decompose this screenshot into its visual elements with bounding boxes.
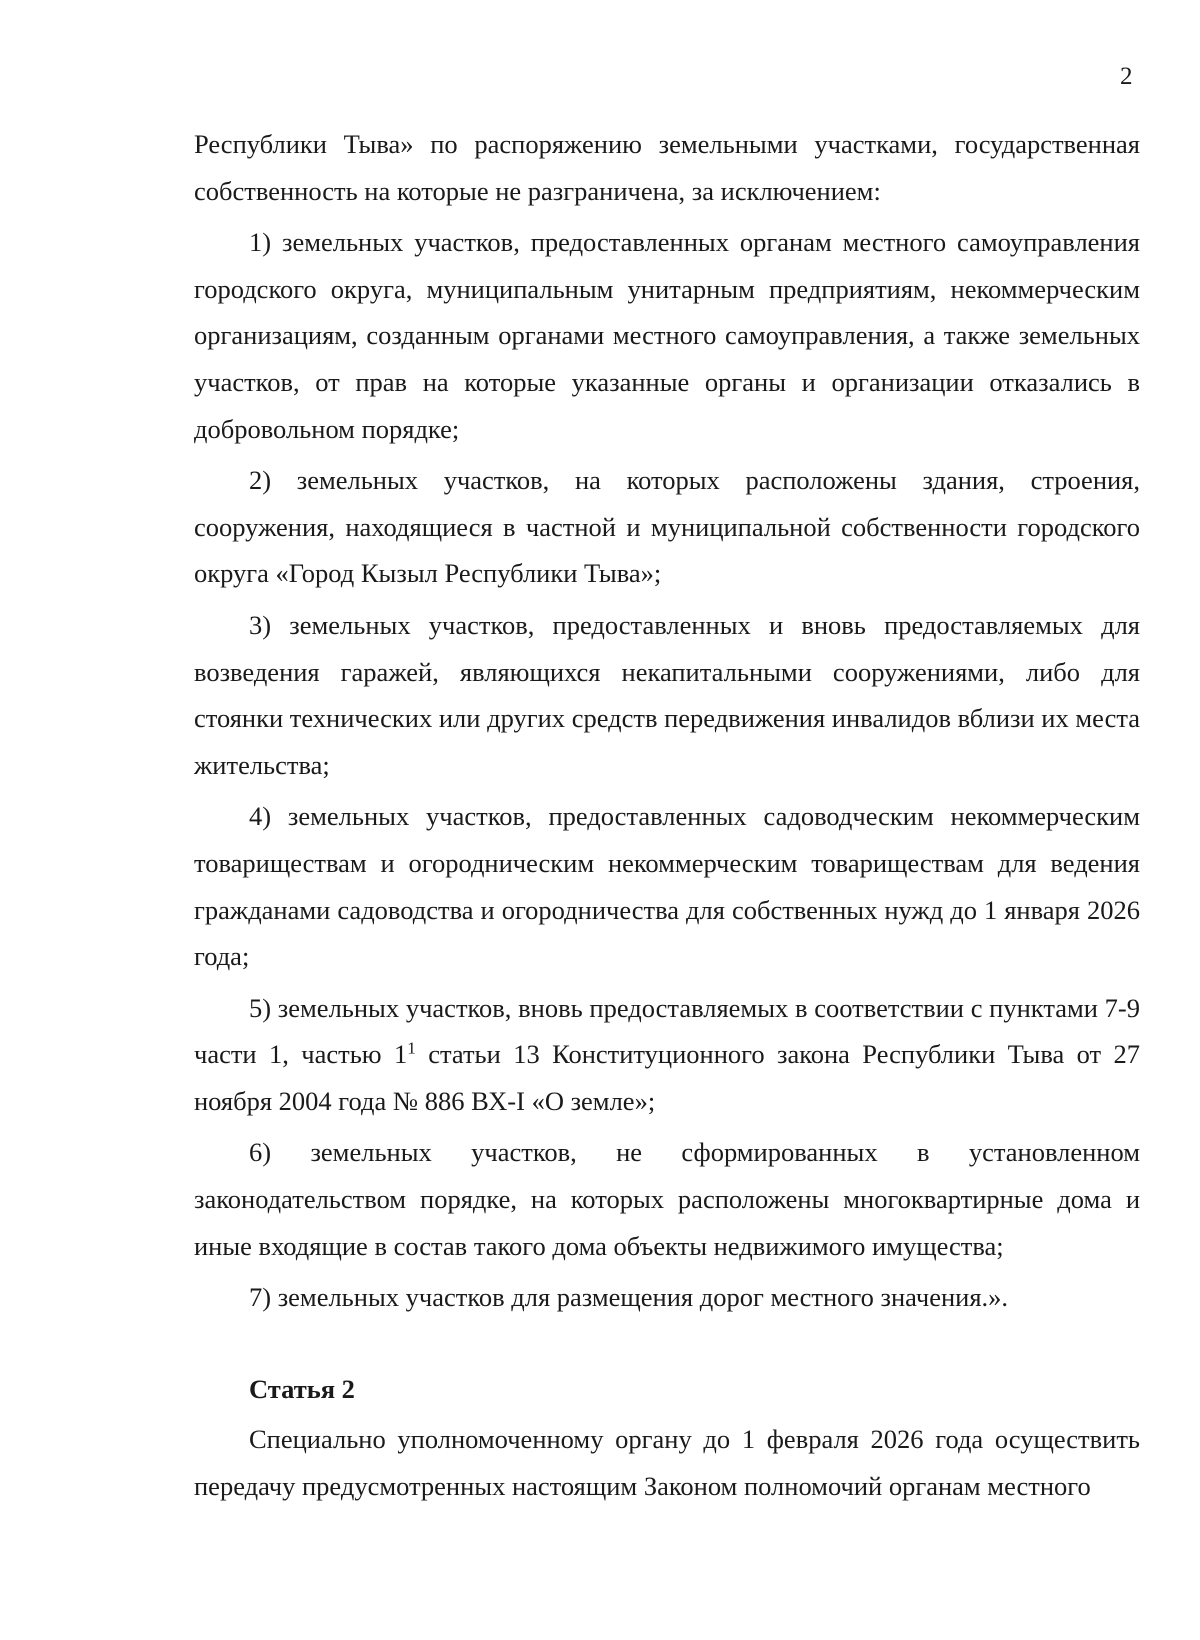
list-item-1: 1) земельных участков, предоставленных органам местного самоуправления городского округа, муниципальным унитарным предприятиям, некоммерческим организациям, созданным органами местного самоуправления, а также земельных участков, от прав на которые указанные органы и организации отказались в добровольном порядке; — [194, 227, 1140, 444]
list-item-5-text-start: 5) земельных участков, вновь предоставляемых в соответствии с пунктами 7-9 части 1, частью 1 — [194, 992, 1140, 1070]
list-item-3: 3) земельных участков, предоставленных и вновь предоставляемых для возведения гаражей, являющихся некапитальными сооружениями, либо для стоянки технических или других средств передвижения инвалидов вблизи их места жительства; — [194, 609, 1140, 780]
page-number: 2 — [1120, 63, 1133, 90]
paragraph-intro: Республики Тыва» по распоряжению земельными участками, государственная собственность на которые не разграничена, за исключением: — [194, 129, 1140, 206]
list-item-5 — [194, 985, 1140, 1125]
list-item-2: 2) земельных участков, на которых расположены здания, строения, сооружения, находящиеся в частной и муниципальной собственности городского округа «Город Кызыл Республики Тыва»; — [194, 465, 1140, 589]
list-item-7: 7) земельных участков для размещения дорог местного значения.». — [249, 1282, 1009, 1313]
article-2-heading: Статья 2 — [249, 1373, 355, 1404]
list-item-4: 4) земельных участков, предоставленных садоводческим некоммерческим товариществам и огородническим некоммерческим товариществам для ведения гражданами садоводства и огородничества для собственных нужд до 1 января 2026 года; — [194, 801, 1140, 972]
list-item-6: 6) земельных участков, не сформированных в установленном законодательством порядке, на которых расположены многоквартирные дома и иные входящие в состав такого дома объекты недвижимого имущества; — [194, 1137, 1140, 1261]
document-body — [194, 121, 1140, 1510]
article-2-text: Специально уполномоченному органу до 1 февраля 2026 года осуществить передачу предусмотренных настоящим Законом полномочий органам местного — [194, 1424, 1140, 1502]
list-item-5-text-end: статьи 13 Конституционного закона Республики Тыва от 27 ноября 2004 года № 886 ВХ-I «О земле»; — [194, 1039, 1140, 1116]
superscript-1: 1 — [407, 1038, 416, 1058]
